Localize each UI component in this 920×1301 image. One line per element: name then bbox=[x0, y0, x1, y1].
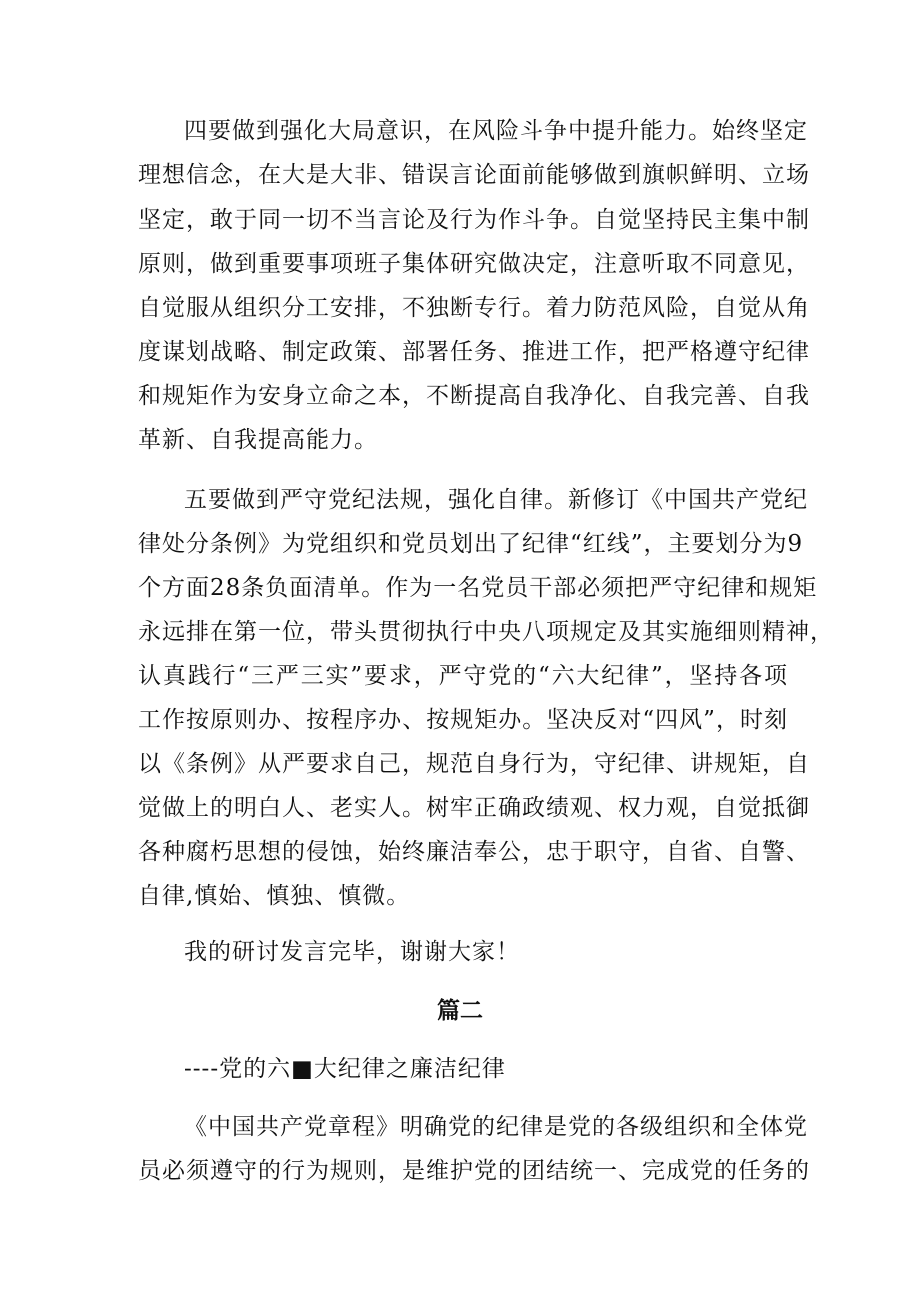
text-line: 和规矩作为安身立命之本，不断提高自我净化、自我完善、自我 bbox=[138, 383, 810, 409]
text-line: 五要做到严守党纪法规，强化自律。新修订《中国共产党纪 bbox=[184, 487, 808, 513]
text-line: 各种腐朽思想的侵蚀，始终廉洁奉公，忠于职守，自省、自警、 bbox=[138, 839, 810, 865]
text-line: 革新、自我提高能力。 bbox=[138, 427, 378, 453]
closing-line: 我的研讨发言完毕，谢谢大家！ bbox=[184, 939, 520, 965]
text-line: 永远排在第一位，带头贯彻执行中央八项规定及其实施细则精神， bbox=[138, 619, 834, 645]
text-line: 认真践行“三严三实”要求，严守党的“六大纪律”，坚持各项 bbox=[138, 663, 788, 689]
text-line: 律处分条例》为党组织和党员划出了纪律“红线”，主要划分为9 bbox=[138, 531, 804, 557]
text-line: 四要做到强化大局意识，在风险斗争中提升能力。始终坚定 bbox=[184, 118, 808, 144]
text-line: 坚定，敢于同一切不当言论及行为作斗争。自觉坚持民主集中制 bbox=[138, 207, 810, 233]
part-heading: 篇二 bbox=[437, 998, 483, 1024]
part-subtitle: ----党的六■大纪律之廉洁纪律 bbox=[184, 1056, 506, 1082]
text-line: 度谋划战略、制定政策、部署任务、推进工作，把严格遵守纪律 bbox=[138, 339, 810, 365]
text-line: 以《条例》从严要求自己，规范自身行为，守纪律、讲规矩，自 bbox=[138, 751, 810, 777]
text-line: 自律,慎始、慎独、慎微。 bbox=[138, 883, 411, 909]
text-line: 自觉服从组织分工安排，不独断专行。着力防范风险，自觉从角 bbox=[138, 295, 810, 321]
text-line: 原则，做到重要事项班子集体研究做决定，注意听取不同意见， bbox=[138, 251, 810, 277]
text-line: 理想信念，在大是大非、错误言论面前能够做到旗帜鲜明、立场 bbox=[138, 162, 810, 188]
text-line: 员必须遵守的行为规则，是维护党的团结统一、完成党的任务的 bbox=[138, 1158, 810, 1184]
text-line: 觉做上的明白人、老实人。树牢正确政绩观、权力观，自觉抵御 bbox=[138, 795, 810, 821]
text-line: 个方面28条负面清单。作为一名党员干部必须把严守纪律和规矩 bbox=[138, 575, 818, 601]
text-line: 《中国共产党章程》明确党的纪律是党的各级组织和全体党 bbox=[184, 1114, 808, 1140]
text-line: 工作按原则办、按程序办、按规矩办。坚决反对“四风”，时刻 bbox=[138, 707, 788, 733]
